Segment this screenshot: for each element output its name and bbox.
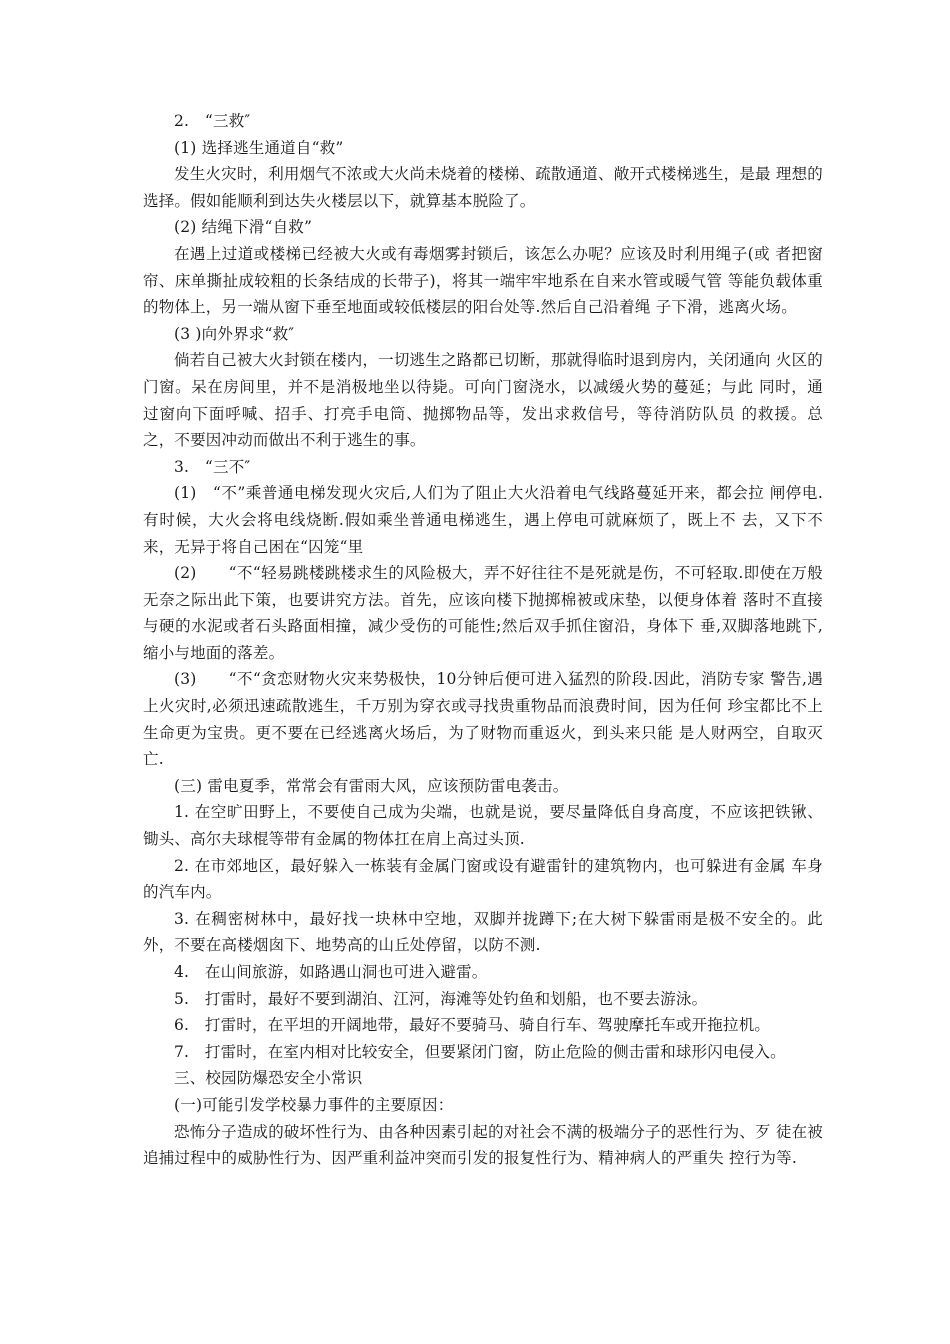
paragraph-no-elevator: (1) “不”乘普通电梯发现火灾后,人们为了阻止大火沿着电气线路蔓延开来，都会拉 闸停电.有时候，大火会将电线烧断.假如乘坐普通电梯逃生，遇上停电可就麻烦了，既上不 去，又下不来，无异于将自己困在“囚笼“里 — [143, 484, 823, 556]
paragraph-no-jumping: (2) “不“轻易跳楼跳楼求生的风险极大，弄不好往往不是死就是伤，不可轻取.即使在万般无奈之际出此下策，也要讲究方法。首先，应该向楼下抛掷棉被或床垫，以便身体着 落时不直接与硬的水泥或者石头路面相撞，减少受伤的可能性;然后双手抓住窗沿，身体下 垂,双脚落地跳下,缩小与地面的落差。 — [143, 564, 823, 662]
list-item-lightning-7: 7. 打雷时，在室内相对比较安全，但要紧闭门窗，防止危险的侧击雷和球形闪电侵入。 — [174, 1042, 786, 1061]
section-heading-three-rescues: 2. “三救″ — [174, 112, 251, 130]
list-item-lightning-6: 6. 打雷时，在平坦的开阔地带，最好不要骑马、骑自行车、驾驶摩托车或开拖拉机。 — [174, 1016, 771, 1035]
paragraph-no-belongings: (3) “不“贪恋财物火灾来势极快，10分钟后便可进入猛烈的阶段.因此，消防专家 警告,遇上火灾时,必须迅速疏散逃生，千万别为穿衣或寻找贵重物品而浪费时间，因为任何 珍宝都比不上生命更为宝贵。更不要在已经逃离火场后，为了财物而重返火，到头来只能 是人财两空，自取灭亡. — [143, 670, 823, 769]
subheading-escape-route: (1) 选择逃生通道自“救” — [174, 138, 344, 157]
section-heading-lightning: (三) 雷电夏季，常常会有雷雨大风，应该预防雷电袭击。 — [174, 776, 569, 795]
list-item-lightning-3: 3. 在稠密树林中，最好找一块林中空地，双脚并拢蹲下;在大树下躲雷雨是极不安全的。此外，不要在高楼烟囱下、地势高的山丘处停留，以防不测. — [143, 909, 823, 955]
paragraph-escape-route: 发生火灾时，利用烟气不浓或大火尚未烧着的楼梯、疏散通道、敞开式楼梯逃生，是最 理想的选择。假如能顺利到达失火楼层以下，就算基本脱险了。 — [143, 165, 823, 210]
list-item-lightning-5: 5. 打雷时，最好不要到湖泊、江河，海滩等处钓鱼和划船，也不要去游泳。 — [174, 989, 708, 1008]
list-item-lightning-1: 1. 在空旷田野上，不要使自己成为尖端，也就是说，要尽量降低自身高度，不应该把铁锹、 锄头、高尔夫球棍等带有金属的物体扛在肩上高过头顶. — [143, 803, 823, 849]
section-heading-three-donts: 3. “三不″ — [174, 457, 251, 476]
paragraph-rope-descent: 在遇上过道或楼梯已经被大火或有毒烟雾封锁后，该怎么办呢？应该及时利用绳子(或 者把窗帘、床单撕扯成较粗的长条结成的长带子)，将其一端牢牢地系在自来水管或暖气管 等能负载体重的物体上，另一端从窗下垂至地面或较低楼层的阳台处等.然后自己沿着绳 子下滑，逃离火场。 — [143, 244, 823, 317]
document-body — [143, 108, 823, 1172]
subheading-call-for-help: (3 )向外界求“救″ — [174, 324, 295, 343]
paragraph-violence-causes: 恐怖分子造成的破坏性行为、由各种因素引起的对社会不满的极端分子的恶性行为、歹 徒在被追捕过程中的威胁性行为、因严重利益冲突而引发的报复性行为、精神病人的严重失 控行为等. — [143, 1122, 823, 1168]
list-item-lightning-2: 2. 在市郊地区，最好躲入一栋装有金属门窗或设有避雷针的建筑物内，也可躲进有金属 车身的汽车内。 — [143, 856, 823, 902]
subheading-violence-causes: (一)可能引发学校暴力事件的主要原因： — [174, 1095, 454, 1114]
paragraph-call-for-help: 倘若自己被大火封锁在楼内，一切逃生之路都已切断，那就得临时退到房内，关闭通向 火区的门窗。呆在房间里，并不是消极地坐以待毙。可向门窗浇水，以减缓火势的蔓延；与此 同时，通过窗向下面呼喊、招手、打亮手电筒、抛掷物品等，发出求救信号，等待消防队员 的救援。总之，不要因冲动而做出不利于逃生的事。 — [143, 351, 823, 450]
subheading-rope-descent: (2) 结绳下滑“自救” — [174, 218, 313, 237]
list-item-lightning-4: 4. 在山间旅游，如路遇山洞也可进入避雷。 — [174, 963, 488, 981]
section-heading-campus-safety: 三、校园防爆恐安全小常识 — [174, 1069, 363, 1088]
